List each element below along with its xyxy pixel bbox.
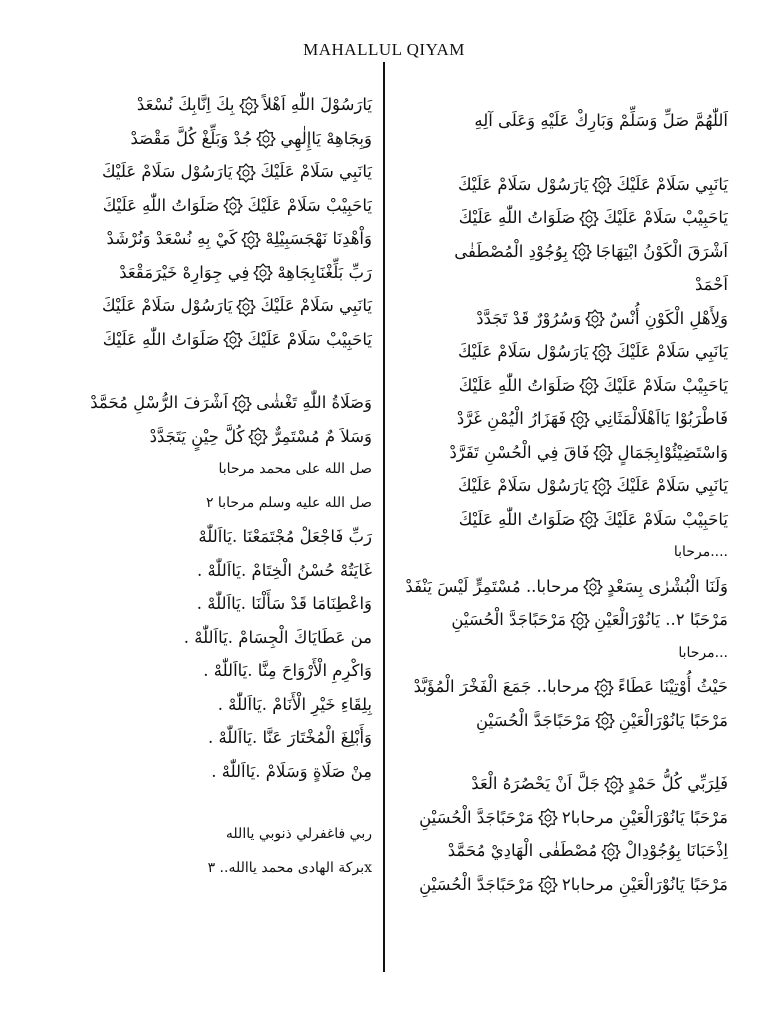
verse-segment: اَشْرَفَ الرُّسْلِ مُحَمَّدْ — [90, 393, 229, 412]
verse-line — [400, 168, 728, 202]
octagon-star-ornament-icon — [604, 775, 624, 795]
verse-segment: يَاحَبِيْبْ سَلَامْ عَلَيْكَ — [603, 375, 728, 395]
verse-line — [40, 189, 372, 223]
verse-segment: يَارَسُوْل سَلَامْ عَلَيْكَ — [101, 296, 233, 315]
octagon-star-ornament-icon — [572, 242, 592, 262]
verse-segment: يَارَسُوْل سَلَامْ عَلَيْكَ — [457, 174, 589, 194]
verse-segment: وَاسْتَضِيْئُوْابِجَمَالٍ — [617, 442, 728, 462]
octagon-star-ornament-icon — [256, 129, 276, 149]
octagon-star-ornament-icon — [241, 230, 261, 250]
verse-segment: حَيْثُ أُوْتِيْنَا عَطَاءً — [617, 677, 728, 696]
verse-segment: كُلَّ حِيْنٍ يَتَجَدَّدْ — [149, 426, 245, 446]
verse-line — [40, 520, 372, 554]
verse-segment: بِوُجُوْدِ الْمُصْطَفٰى — [454, 241, 568, 261]
verse-line — [40, 587, 372, 621]
verse-line — [40, 222, 372, 256]
verse-segment: يَاحَبِيْبْ سَلَامْ عَلَيْكَ — [247, 195, 372, 215]
stanza-gap — [40, 356, 372, 386]
octagon-star-ornament-icon — [248, 427, 268, 447]
verse-segment: مرحابا.. مُسْتَمِرٍّ لَيْسَ يَنْفَدْ — [405, 576, 580, 596]
verse-line — [40, 420, 372, 454]
verse-segment: يَارَسُوْل سَلَامْ عَلَيْكَ — [457, 342, 589, 361]
stanza-gap — [40, 788, 372, 818]
verse-line — [400, 402, 728, 436]
verse-segment: اَللّٰهُمَّ صَلِّ وَسَلِّمْ وَبَارِكْ عَلَيْهِ وَعَلَى آلِهِ — [474, 111, 728, 130]
verse-segment: يَارَسُوْلَ اللّٰهِ اَهْلاً — [262, 95, 372, 114]
verse-segment: فَاطْرَبُوْا يَااَهْلَالْمَثَانِي — [594, 409, 728, 428]
verse-segment: يَاحَبِيْبْ سَلَامْ عَلَيْكَ — [247, 329, 372, 349]
verse-line — [400, 868, 728, 902]
octagon-star-ornament-icon — [239, 96, 259, 116]
verse-segment: رَبِّ بَلِّغْنَابِجَاهِهْ — [277, 262, 372, 282]
octagon-star-ornament-icon — [585, 309, 605, 329]
verse-segment: صل الله عليه وسلم مرحابا ٢ — [205, 494, 372, 511]
octagon-star-ornament-icon — [579, 209, 599, 229]
verse-segment: وَلَنَا الْبُشْرٰى بِسَعْدٍ — [607, 576, 728, 596]
verse-segment: اَحْمَدْ — [695, 275, 728, 294]
verse-segment: اَشْرَقَ الْكَوْنُ ابْتِهَاجَا — [595, 241, 728, 261]
octagon-star-ornament-icon — [601, 842, 621, 862]
verse-line — [400, 670, 728, 704]
verse-line — [400, 335, 728, 369]
verse-line — [40, 88, 372, 122]
verse-segment: صَلَوَاتُ اللّٰهِ عَلَيْكَ — [458, 509, 576, 529]
octagon-star-ornament-icon — [579, 376, 599, 396]
verse-line — [400, 104, 728, 138]
verse-segment: من عَطَايَاكَ الْجِسَامْ .يَااَللّٰهْ . — [183, 627, 372, 647]
octagon-star-ornament-icon — [583, 577, 603, 597]
octagon-star-ornament-icon — [570, 410, 590, 430]
verse-line — [40, 256, 372, 290]
octagon-star-ornament-icon — [223, 330, 243, 350]
verse-line — [400, 704, 728, 738]
verse-segment: مَرْحَبًاجَدَّ الْحُسَيْنِ — [419, 874, 534, 894]
octagon-star-ornament-icon — [594, 678, 614, 698]
octagon-star-ornament-icon — [232, 394, 252, 414]
verse-segment: مَرْحَبًاجَدَّ الْحُسَيْنِ — [451, 610, 567, 629]
verse-segment: xبركة الهادى محمد ياالله.. ٣ — [207, 859, 372, 876]
verse-line — [400, 302, 728, 336]
verse-line — [40, 323, 372, 357]
verse-line — [400, 369, 728, 403]
verse-line — [400, 436, 728, 470]
verse-segment: مِنْ صَلَاةٍ وَسَلَامْ .يَااَللّٰهْ . — [211, 761, 372, 781]
verse-segment: مرحابا.. جَمَعَ الْفَخْرَ الْمُؤَبَّدْ — [413, 677, 590, 696]
verse-line — [40, 386, 372, 420]
octagon-star-ornament-icon — [538, 875, 558, 895]
verse-segment: وَاعْطِنَامَا قَدْ سَأَلْنَا .يَااَللّٰهْ . — [196, 594, 372, 613]
verse-line — [400, 801, 728, 835]
verse-segment: وَبِجَاهِهْ يَاإِلٰهِي — [280, 128, 372, 148]
octagon-star-ornament-icon — [592, 477, 612, 497]
verse-line — [40, 453, 372, 487]
verse-segment: فَلِرَبِّي كُلُّ حَمْدٍ — [627, 774, 728, 793]
verse-segment: وَصَلَاةُ اللّٰهِ تَغْشٰى — [256, 393, 372, 412]
verse-segment: غَايَتُهْ حُسْنُ الْخِتَامْ .يَااَللّٰهْ . — [196, 560, 372, 580]
verse-segment: وَسُرُوْرٌ قَدْ تَجَدَّدْ — [476, 308, 582, 328]
verse-segment: اِذْحَبَانَا بِوُجُوْدِالْ — [625, 841, 728, 860]
verse-line — [40, 755, 372, 789]
verse-segment: يَاحَبِيْبْ سَلَامْ عَلَيْكَ — [603, 208, 728, 227]
verse-segment: ربي فاغفرلي ذنوبي ياالله — [225, 826, 372, 842]
stanza-gap — [400, 138, 728, 168]
verse-segment: جُدْ وَبَلِّغْ كُلَّ مَقْصَدْ — [130, 128, 253, 148]
verse-line — [400, 570, 728, 604]
verse-line — [40, 688, 372, 722]
verse-segment: يَاحَبِيْبْ سَلَامْ عَلَيْكَ — [603, 509, 728, 529]
verse-segment: كَيْ بِهِ نُسْعَدْ وَنُرْشَدْ — [106, 229, 238, 248]
octagon-star-ornament-icon — [538, 808, 558, 828]
verse-line — [40, 554, 372, 588]
octagon-star-ornament-icon — [236, 163, 256, 183]
verse-segment: صَلَوَاتُ اللّٰهِ عَلَيْكَ — [458, 375, 576, 395]
right-column — [400, 104, 728, 901]
verse-line — [40, 654, 372, 688]
verse-segment: يَانَبِي سَلَامْ عَلَيْكَ — [260, 296, 372, 315]
verse-line — [400, 503, 728, 537]
verse-segment: جَلَّ اَنْ يَحْصُرَهُ الْعَدْ — [471, 774, 600, 793]
verse-segment: يَانَبِي سَلَامْ عَلَيْكَ — [616, 174, 728, 194]
verse-segment: ...مرحابا — [678, 644, 728, 661]
octagon-star-ornament-icon — [223, 196, 243, 216]
octagon-star-ornament-icon — [592, 343, 612, 363]
verse-segment: يَانَبِي سَلَامْ عَلَيْكَ — [616, 476, 728, 495]
octagon-star-ornament-icon — [595, 711, 615, 731]
verse-segment: صَلَوَاتُ اللّٰهِ عَلَيْكَ — [102, 195, 220, 215]
verse-segment: مَرْحَبًا يَانُوْرَالْعَيْنِ مرحابا٢ — [561, 807, 728, 827]
verse-segment: بِلِقَاءِ خَيْرِ الْأَنَامْ .يَااَللّٰهْ . — [217, 694, 372, 714]
verse-segment: مَرْحَبًا يَانُوْرَالْعَيْنِ مرحابا٢ — [561, 874, 728, 894]
verse-segment: مُصْطَفٰى الْهَادِيْ مُحَمَّدْ — [447, 841, 598, 860]
page-title: MAHALLUL QIYAM — [303, 40, 465, 59]
verse-line — [400, 201, 728, 235]
verse-line — [400, 834, 728, 868]
verse-segment: فَهَزَارُ الْيُمْنِ غَرَّدْ — [456, 409, 567, 428]
octagon-star-ornament-icon — [579, 510, 599, 530]
verse-line — [40, 818, 372, 852]
verse-segment: يَارَسُوْل سَلَامْ عَلَيْكَ — [457, 476, 589, 495]
stanza-gap — [400, 737, 728, 767]
verse-segment: يَارَسُوْل سَلَامْ عَلَيْكَ — [101, 162, 233, 181]
verse-line — [40, 289, 372, 323]
verse-segment: فَاقَ فِي الْحُسْنِ تَفَرَّدْ — [449, 442, 590, 462]
octagon-star-ornament-icon — [253, 263, 273, 283]
verse-segment: وَاكْرِمِ الْأَرْوَاحَ مِنَّا .يَااَللّٰهْ . — [203, 661, 372, 680]
verse-segment: وَسَلاَ مٌ مُسْتَمِرٌّ — [272, 426, 372, 446]
verse-segment: وَلِأَهْلِ الْكَوْنِ أُنْسٌ — [609, 308, 728, 328]
octagon-star-ornament-icon — [570, 611, 590, 631]
verse-segment: ....مرحابا — [673, 544, 728, 560]
verse-line — [40, 852, 372, 886]
verse-segment: يَانَبِي سَلَامْ عَلَيْكَ — [260, 162, 372, 181]
verse-line — [40, 122, 372, 156]
left-column — [40, 88, 372, 885]
verse-segment: مَرْحَبًا يَانُوْرَالْعَيْنِ — [618, 710, 728, 730]
verse-segment: صَلَوَاتُ اللّٰهِ عَلَيْكَ — [102, 329, 220, 349]
verse-segment: يَانَبِي سَلَامْ عَلَيْكَ — [616, 342, 728, 361]
verse-segment: وَاْهْدِنَا نَهْجَسَبِيْلِهْ — [265, 229, 372, 248]
verse-segment: رَبِّ فَاجْعَلْ مُجْتَمَعْنَا .يَااَللّٰهْ — [198, 527, 372, 546]
verse-line — [400, 603, 728, 637]
verse-segment: مَرْحَبًا ٢.. يَانُوْرَالْعَيْنِ — [594, 610, 728, 629]
verse-segment: بِكَ اِنَّابِكَ نُسْعَدْ — [136, 95, 235, 114]
verse-segment: مَرْحَبًاجَدَّ الْحُسَيْنِ — [419, 807, 534, 827]
verse-line — [40, 155, 372, 189]
verse-line — [40, 487, 372, 521]
verse-segment: مَرْحَبًاجَدَّ الْحُسَيْنِ — [476, 710, 591, 730]
verse-segment: وَأَبْلِغَ الْمُخْتَارَ عَنَّا .يَااَللّٰهْ . — [207, 728, 372, 747]
verse-line — [400, 268, 728, 302]
verse-line — [400, 536, 728, 570]
verse-line — [400, 767, 728, 801]
verse-segment: صَلَوَاتُ اللّٰهِ عَلَيْكَ — [458, 208, 576, 227]
verse-segment: صل الله على محمد مرحابا — [218, 461, 372, 477]
verse-line — [400, 637, 728, 671]
column-divider — [383, 62, 385, 972]
verse-line — [400, 235, 728, 269]
octagon-star-ornament-icon — [236, 297, 256, 317]
verse-line — [400, 469, 728, 503]
verse-line — [40, 721, 372, 755]
verse-segment: فِي جِوَارِهْ خَيْرَمَقْعَدْ — [119, 262, 250, 282]
octagon-star-ornament-icon — [592, 175, 612, 195]
octagon-star-ornament-icon — [593, 443, 613, 463]
verse-line — [40, 621, 372, 655]
